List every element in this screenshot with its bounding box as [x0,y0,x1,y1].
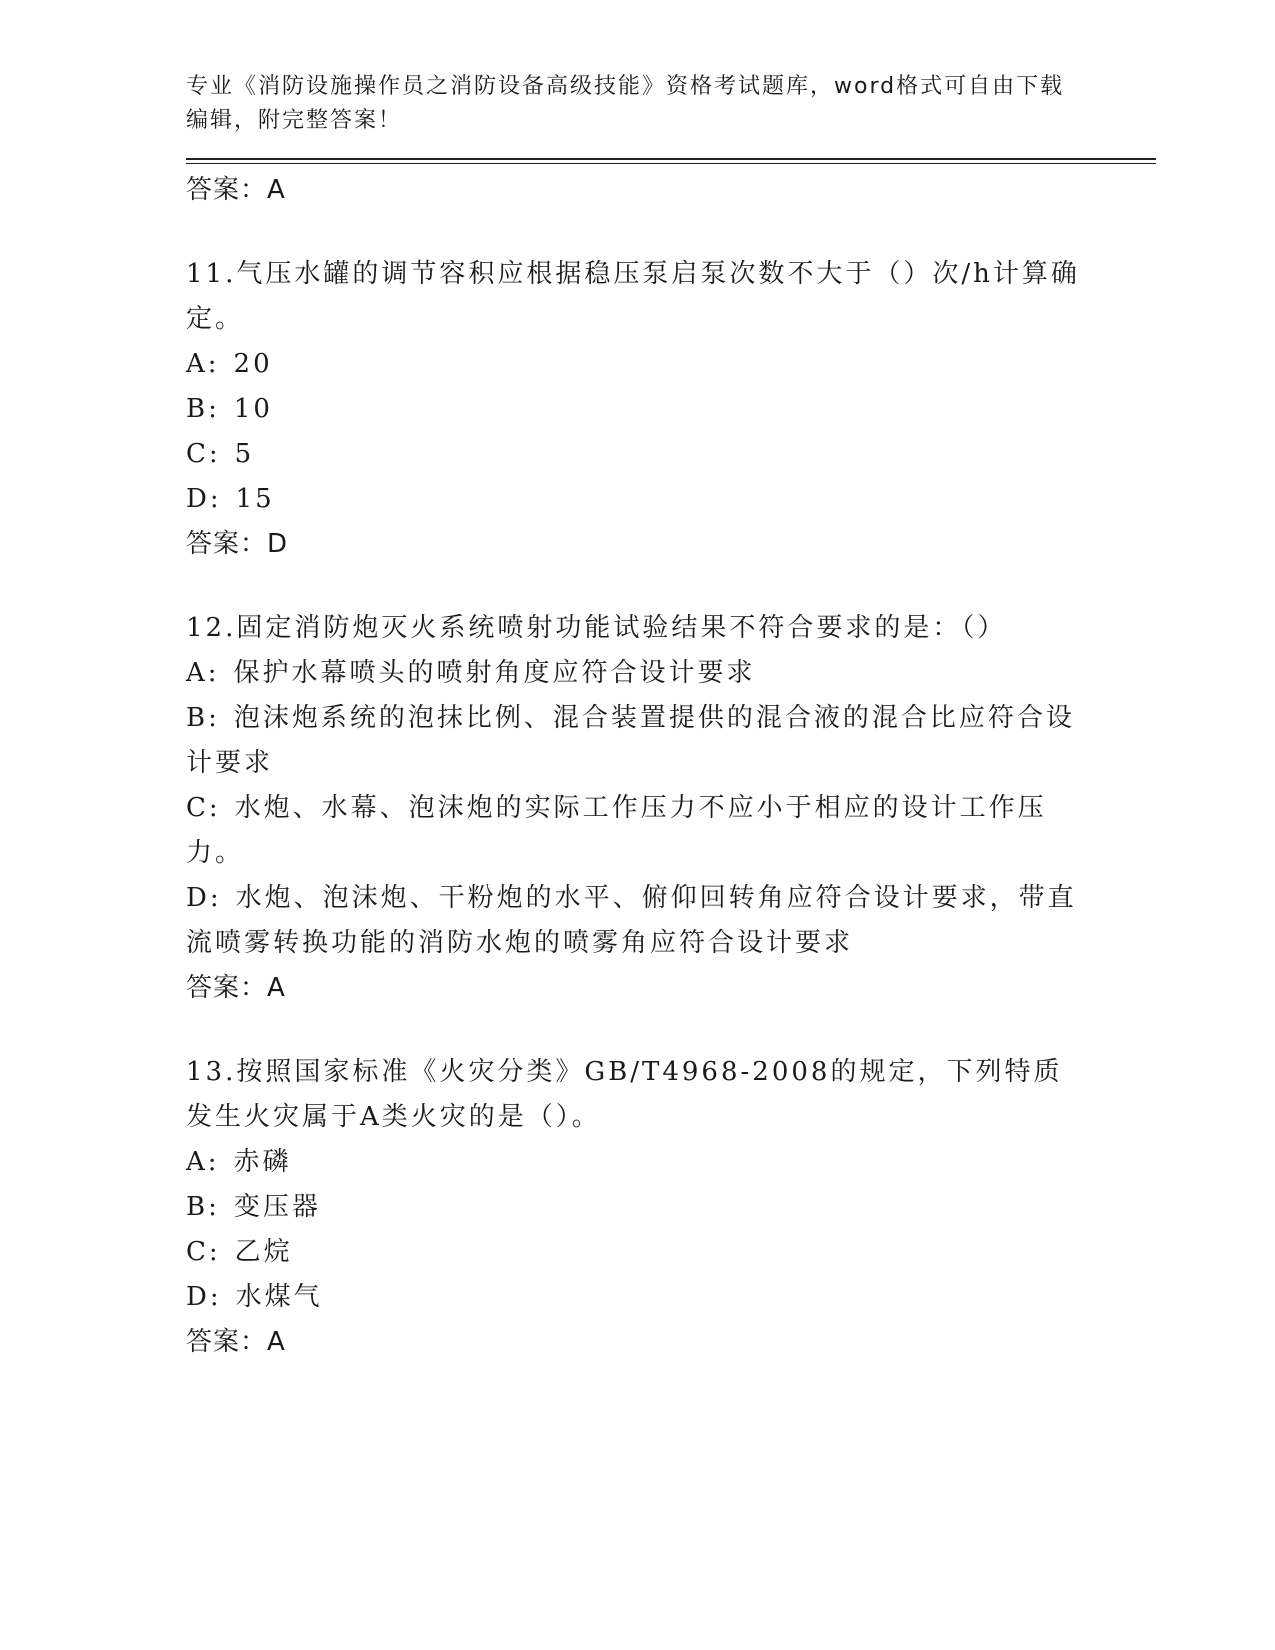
option-item [186,651,1086,696]
option-label: B: [186,703,220,733]
option-text: 赤磷 [233,1147,292,1177]
option-label: A: [186,658,220,688]
option-text: 乙烷 [234,1237,293,1267]
option-text: 水炮、水幕、泡沫炮的实际工作压力不应小于相应的设计工作压力。 [186,793,1047,868]
option-label: C: [186,439,221,469]
option-item [186,432,1086,477]
question-block-13 [186,1050,1156,1364]
document-page [186,70,1156,1364]
question-text: 11.气压水罐的调节容积应根据稳压泵启泵次数不大于（）次/h计算确定。 [186,259,1080,334]
option-label: B: [186,394,220,424]
option-text: 15 [235,484,275,514]
option-text: 变压器 [233,1192,321,1222]
answer-line: 答案：D [186,529,289,559]
option-item [186,342,1086,387]
option-label: C: [186,793,221,823]
question-text: 12.固定消防炮灭火系统喷射功能试验结果不符合要求的是：（） [186,613,1007,643]
option-item [186,1140,1086,1185]
option-text: 10 [233,394,273,424]
answer-line: 答案：A [186,175,286,205]
option-text: 20 [233,349,273,379]
header-divider [186,158,1156,164]
option-item [186,786,1086,876]
option-label: D: [186,883,222,913]
option-item [186,477,1086,522]
option-item [186,1185,1086,1230]
option-label: D: [186,1282,222,1312]
option-item [186,387,1086,432]
option-text: 水煤气 [235,1282,323,1312]
answer-line: 答案：A [186,973,286,1003]
option-text: 泡沫炮系统的泡抹比例、混合装置提供的混合液的混合比应符合设计要求 [186,703,1075,778]
question-text: 13.按照国家标准《火灾分类》GB/T4968-2008的规定，下列特质发生火灾属于A类火灾的是（）。 [186,1057,1063,1132]
option-item [186,1275,1086,1320]
option-label: D: [186,484,222,514]
option-text: 水炮、泡沫炮、干粉炮的水平、俯仰回转角应符合设计要求，带直流喷雾转换功能的消防水炮的喷雾角应符合设计要求 [186,883,1077,958]
option-text: 保护水幕喷头的喷射角度应符合设计要求 [233,658,756,688]
option-item [186,696,1086,786]
document-header: 专业《消防设施操作员之消防设备高级技能》资格考试题库，word格式可自由下载编辑，附完整答案！ [186,74,1065,133]
option-item [186,1230,1086,1275]
option-label: A: [186,349,220,379]
option-label: C: [186,1237,221,1267]
question-block-12 [186,606,1156,1010]
question-block-11 [186,252,1156,566]
answer-line: 答案：A [186,1327,286,1357]
option-item [186,876,1086,966]
option-label: B: [186,1192,220,1222]
option-text: 5 [234,439,255,469]
option-label: A: [186,1147,220,1177]
